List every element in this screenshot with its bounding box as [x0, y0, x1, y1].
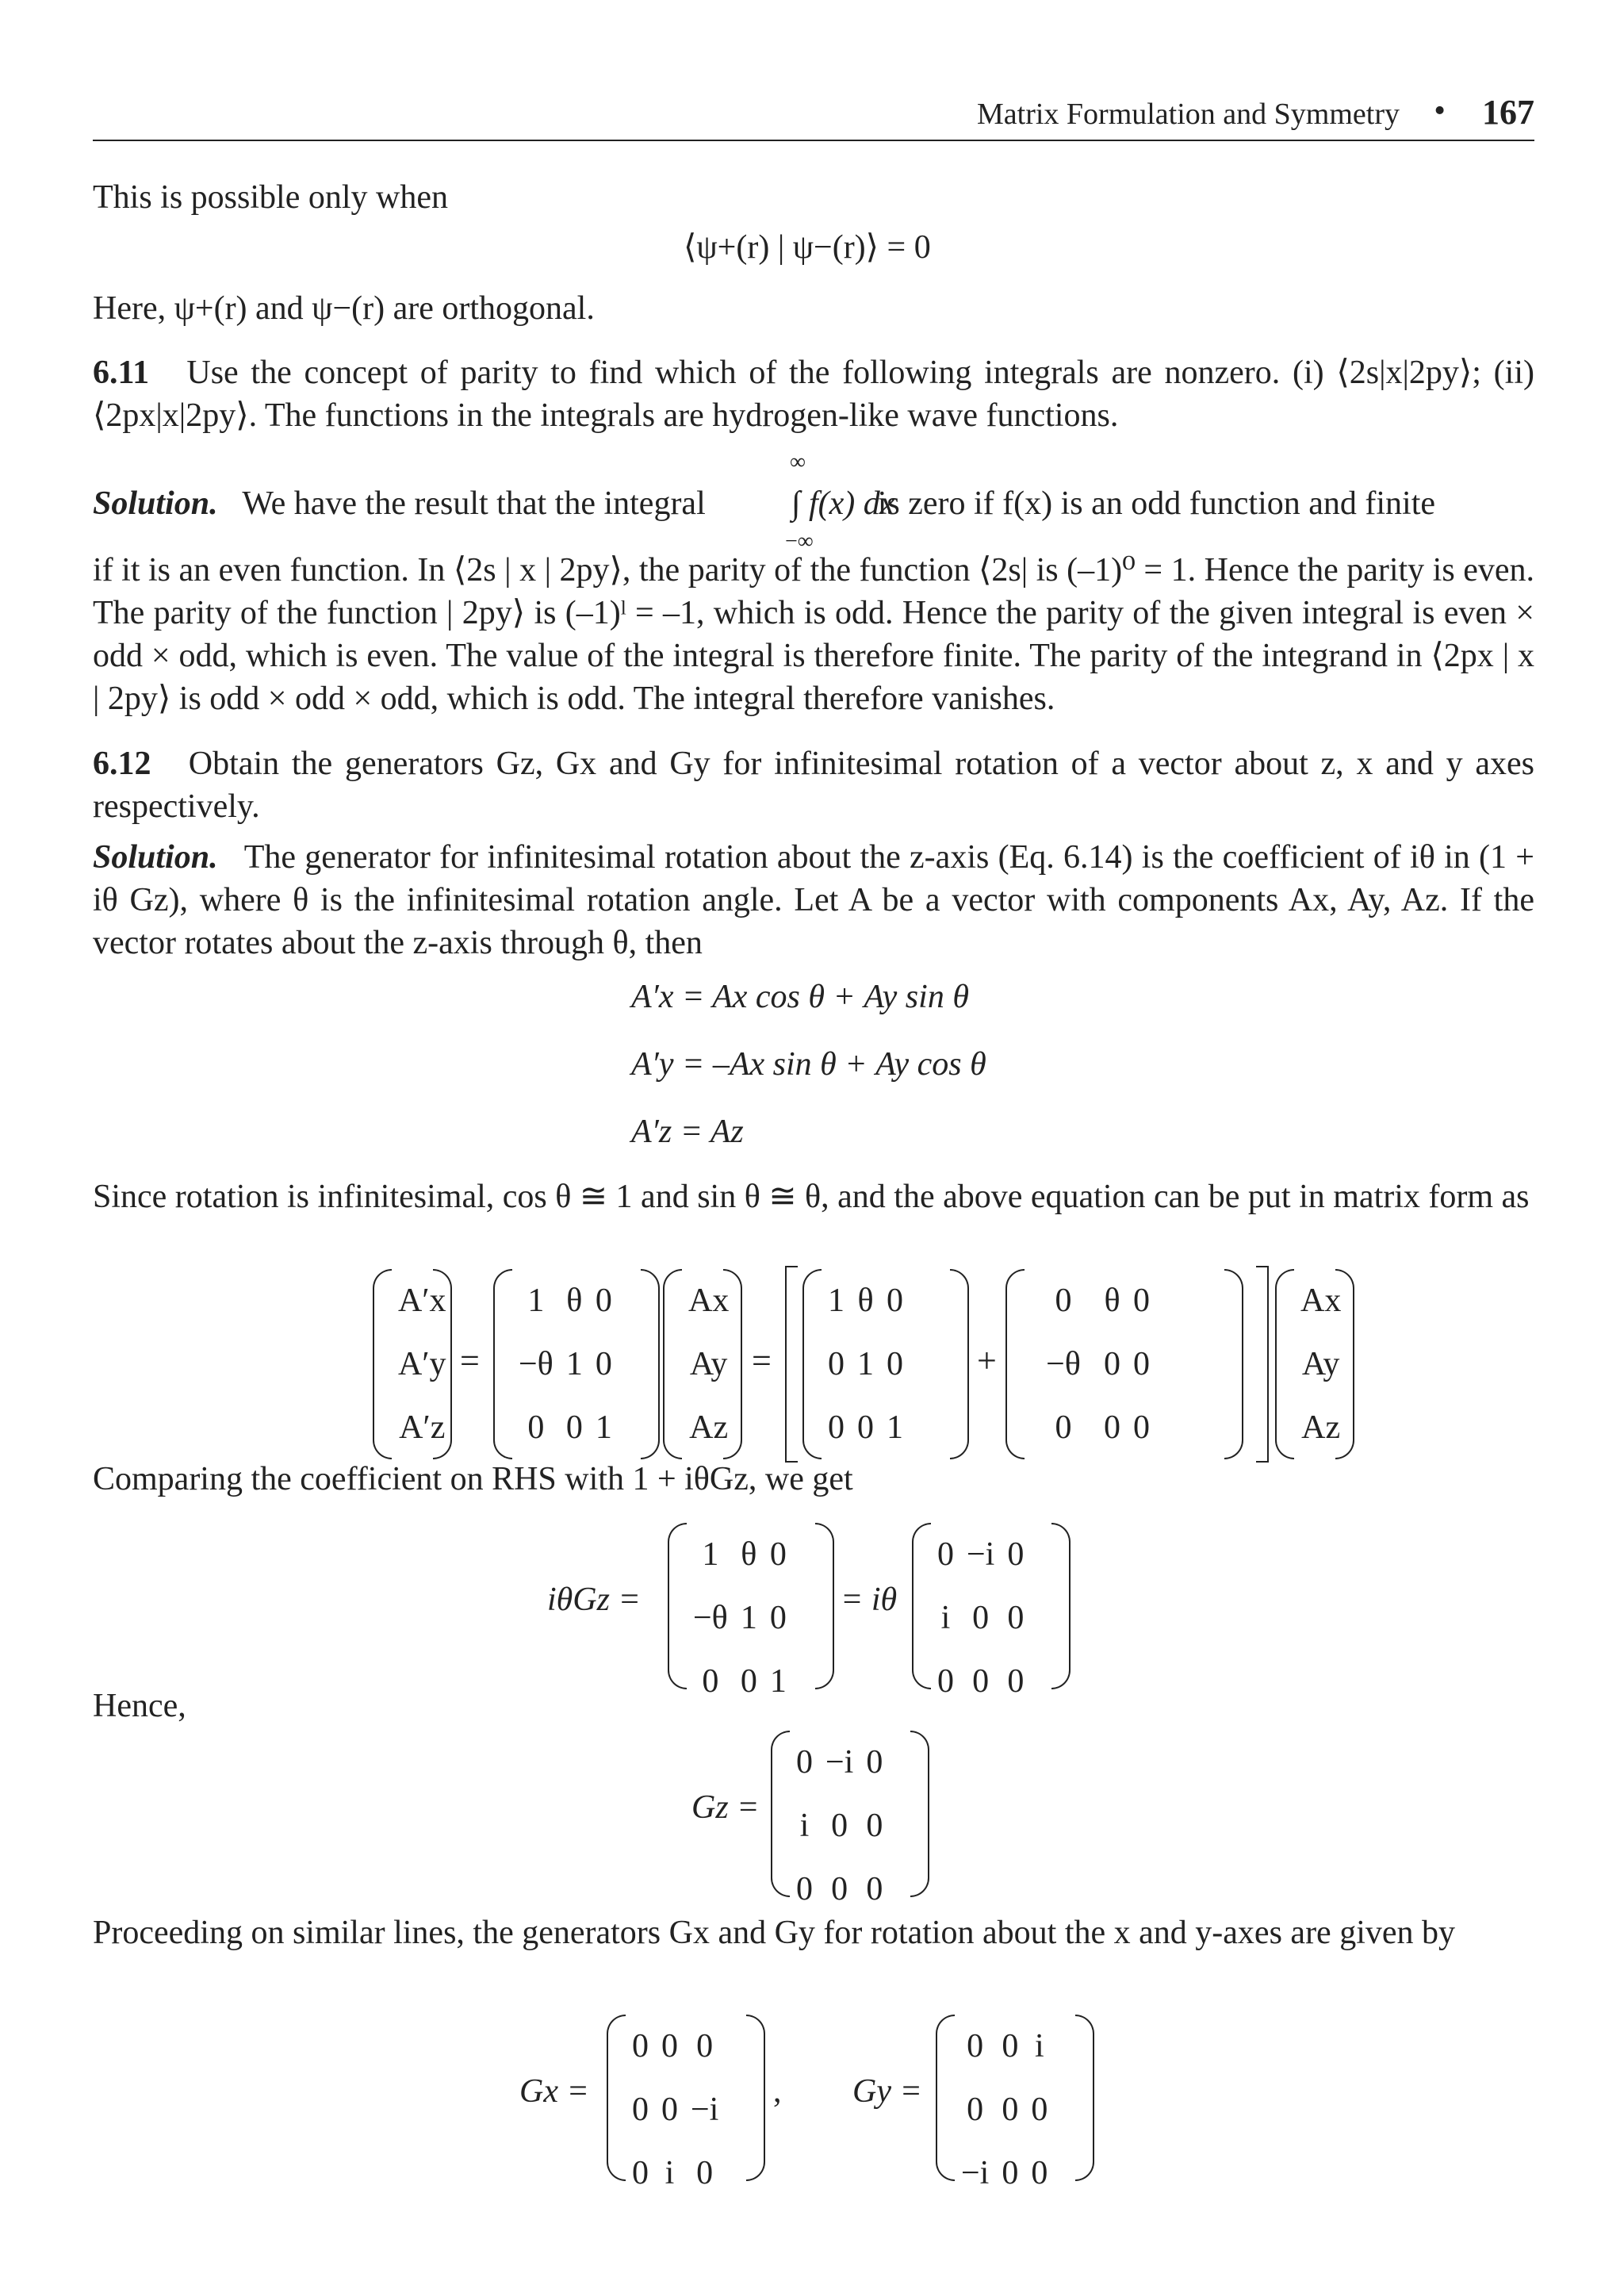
matrix-cell: 0: [1002, 2155, 1019, 2191]
igz-mid: = iθ: [841, 1581, 898, 1618]
matrix-cell: 0: [1055, 1282, 1072, 1319]
solution-text: The generator for infinitesimal rotation about the z-axis (Eq. 6.14) is the coefficient of iθ in (1 + iθ Gz), where θ is the infinitesimal rotation angle. Let A be a vector with components Ax, Ay, Az. If the vector rotates about the z-axis through θ, then: [93, 839, 1534, 961]
paragraph-orthogonal: Here, ψ+(r) and ψ−(r) are orthogonal.: [93, 290, 595, 327]
solution-6-12: [93, 836, 1534, 964]
comma: ,: [773, 2073, 782, 2110]
matrix-cell: −i: [967, 1536, 995, 1573]
matrix-cell: 0: [1002, 2028, 1019, 2065]
matrix-cell: 0: [937, 1663, 954, 1700]
matrix-cell: 0: [1055, 1409, 1072, 1446]
matrix-cell: 0: [887, 1346, 903, 1382]
matrix-cell: 0: [1133, 1409, 1150, 1446]
matrix-igz-right: [912, 1523, 1071, 1700]
matrix-cell: 0: [967, 2028, 984, 2065]
matrix-identity: [802, 1269, 969, 1459]
equals-sign: =: [752, 1341, 772, 1380]
matrix-cell: A′y: [398, 1346, 446, 1382]
matrix-cell: 0: [769, 1600, 787, 1636]
equation-ax: A′x = Ax cos θ + Ay sin θ: [631, 979, 969, 1015]
problem-text: Obtain the generators Gz, Gx and Gy for infinitesimal rotation of a vector about z, x and y axes respectively.: [93, 746, 1534, 825]
equation-ay: A′y = –Ax sin θ + Ay cos θ: [631, 1046, 986, 1083]
header-bullet: •: [1434, 93, 1446, 129]
matrix-cell: 0: [595, 1282, 612, 1319]
matrix-cell: 1: [828, 1282, 845, 1319]
matrix-cell: 0: [857, 1409, 874, 1446]
matrix-cell: i: [665, 2155, 675, 2191]
paragraph-proceeding: Proceeding on similar lines, the generators Gx and Gy for rotation about the x and y-axes are given by: [93, 1915, 1456, 1951]
matrix-cell: 0: [595, 1346, 612, 1382]
problem-number: 6.12: [93, 746, 151, 782]
matrix-cell: 0: [796, 1744, 813, 1781]
matrix-cell: Ay: [1301, 1346, 1340, 1382]
matrix-generator-part: [1005, 1269, 1243, 1459]
matrix-cell: 0: [796, 1871, 813, 1907]
matrix-cell: Ay: [689, 1346, 728, 1382]
matrix-cell: 0: [967, 2091, 984, 2128]
matrix-cell: A′x: [398, 1282, 446, 1319]
matrix-cell: Az: [689, 1409, 729, 1446]
matrix-cell: 0: [1133, 1282, 1150, 1319]
running-header: [93, 87, 1534, 141]
integral-expression: ∫ f(x) dx: [791, 485, 895, 522]
matrix-cell: 0: [661, 2028, 678, 2065]
matrix-cell: 1: [702, 1536, 719, 1573]
matrix-cell: −θ: [1046, 1346, 1081, 1382]
matrix-cell: −i: [961, 2155, 990, 2191]
matrix-cell: 0: [632, 2155, 649, 2191]
solution-6-11-body: if it is an even function. In ⟨2s | x | 2py⟩, the parity of the function ⟨2s| is (–1)⁰ = 1. Hence the parity is even. The parity of the function | 2py⟩ is (–1)ˡ = –1, which is odd. Hence the parity of the given integral is even × odd × odd, which is even. The value of the integral is therefore finite. The parity of the integrand in ⟨2px | x | 2py⟩ is odd × odd × odd, which is odd. The integral therefore vanishes.: [93, 552, 1534, 717]
equation-orthogonal: ⟨ψ+(r) | ψ−(r)⟩ = 0: [684, 229, 931, 266]
matrix-cell: Az: [1301, 1409, 1341, 1446]
page-number: 167: [1482, 93, 1534, 132]
header-title: Matrix Formulation and Symmetry: [976, 98, 1400, 131]
matrix-cell: 0: [696, 2028, 714, 2065]
matrix-cell: −θ: [693, 1600, 728, 1636]
equation-az: A′z = Az: [631, 1114, 744, 1150]
equals-sign: =: [460, 1341, 480, 1380]
matrix-cell: 0: [866, 1871, 883, 1907]
matrix-cell: 0: [1133, 1346, 1150, 1382]
matrix-cell: 1: [565, 1346, 583, 1382]
matrix-cell: 0: [696, 2155, 714, 2191]
matrix-cell: 0: [866, 1744, 883, 1781]
matrix-gz: [771, 1731, 929, 1907]
matrix-cell: 0: [1007, 1600, 1025, 1636]
matrix-cell: i: [1035, 2028, 1044, 2065]
matrix-gx: [607, 2015, 765, 2191]
solution-text-a: We have the result that the integral: [242, 485, 706, 522]
matrix-cell: 0: [828, 1409, 845, 1446]
matrix-cell: 1: [740, 1600, 757, 1636]
matrix-cell: Ax: [688, 1282, 730, 1319]
integral-lower-limit: −∞: [785, 529, 814, 554]
matrix-cell: 0: [740, 1663, 757, 1700]
matrix-cell: 0: [972, 1663, 990, 1700]
matrix-cell: −i: [691, 2091, 719, 2128]
matrix-cell: 0: [769, 1536, 787, 1573]
integral-upper-limit: ∞: [790, 450, 806, 474]
matrix-cell: 0: [1104, 1346, 1120, 1382]
matrix-cell: 0: [702, 1663, 719, 1700]
solution-text-b: is zero if f(x) is an odd function and finite: [877, 485, 1436, 522]
matrix-cell: A′z: [399, 1409, 446, 1446]
matrix-igz-left: [668, 1523, 834, 1700]
matrix-cell: 0: [632, 2028, 649, 2065]
matrix-cell: 0: [831, 1808, 848, 1844]
paragraph-intro: This is possible only when: [93, 179, 448, 216]
gy-label: Gy =: [852, 2073, 922, 2110]
matrix-cell: θ: [566, 1282, 583, 1319]
matrix-cell: 0: [887, 1282, 903, 1319]
paragraph-comparing: Comparing the coefficient on RHS with 1 + iθGz, we get: [93, 1461, 853, 1497]
matrix-gy: [936, 2015, 1094, 2191]
problem-text: Use the concept of parity to find which of the following integrals are nonzero. (i) ⟨2s|x|2py⟩; (ii) ⟨2px|x|2py⟩. The functions in the integrals are hydrogen-like wave functions.: [93, 355, 1534, 434]
matrix-cell: θ: [741, 1536, 757, 1573]
solution-label: Solution.: [93, 839, 218, 876]
matrix-cell: 0: [632, 2091, 649, 2128]
matrix-cell: θ: [1104, 1282, 1120, 1319]
matrix-cell: 0: [1002, 2091, 1019, 2128]
matrix-cell: 1: [857, 1346, 874, 1382]
matrix-cell: 0: [1031, 2155, 1048, 2191]
gz-label: Gz =: [691, 1789, 760, 1826]
matrix-cell: θ: [857, 1282, 874, 1319]
paragraph-infinitesimal: Since rotation is infinitesimal, cos θ ≅ 1 and sin θ ≅ θ, and the above equation can be put in matrix form as: [93, 1179, 1530, 1215]
matrix-rotation: [493, 1269, 660, 1459]
matrix-cell: 0: [866, 1808, 883, 1844]
matrix-cell: −i: [825, 1744, 854, 1781]
matrix-cell: Ax: [1300, 1282, 1342, 1319]
matrix-cell: 0: [1104, 1409, 1120, 1446]
matrix-cell: 0: [565, 1409, 583, 1446]
matrix-cell: 0: [831, 1871, 848, 1907]
plus-sign: +: [977, 1341, 997, 1380]
matrix-cell: 0: [1007, 1536, 1025, 1573]
matrix-cell: 1: [527, 1282, 545, 1319]
matrix-cell: 1: [887, 1409, 903, 1446]
matrix-cell: 0: [828, 1346, 845, 1382]
matrix-cell: 0: [661, 2091, 678, 2128]
problem-6-11: [93, 351, 1534, 437]
problem-6-12: [93, 742, 1534, 828]
matrix-a-prime: [373, 1269, 452, 1459]
matrix-cell: i: [940, 1600, 951, 1636]
solution-label: Solution.: [93, 485, 218, 522]
matrix-a-right: [1275, 1269, 1354, 1459]
matrix-cell: 1: [595, 1409, 612, 1446]
matrix-a: [663, 1269, 742, 1459]
matrix-cell: 0: [527, 1409, 545, 1446]
matrix-cell: 0: [1007, 1663, 1025, 1700]
gx-label: Gx =: [519, 2073, 589, 2110]
matrix-cell: 0: [937, 1536, 954, 1573]
paragraph-hence: Hence,: [93, 1688, 186, 1724]
matrix-cell: 1: [769, 1663, 787, 1700]
matrix-cell: 0: [972, 1600, 990, 1636]
matrix-cell: −θ: [519, 1346, 553, 1382]
igz-label: iθGz =: [547, 1581, 641, 1618]
matrix-cell: 0: [1031, 2091, 1048, 2128]
problem-number: 6.11: [93, 355, 150, 391]
matrix-cell: i: [799, 1808, 810, 1844]
